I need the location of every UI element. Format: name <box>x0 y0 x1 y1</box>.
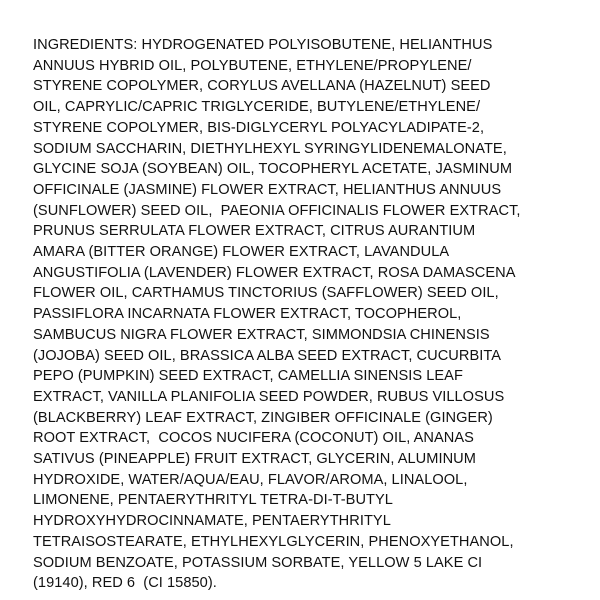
ingredients-text: INGREDIENTS: HYDROGENATED POLYISOBUTENE, HELIANTHUS ANNUUS HYBRID OIL, POLYBUTENE, ETHYLENE/PROPYLENE/ STYRENE COPOLYMER, CORYLUS AVELLANA (HAZELNUT) SEED OIL, CAPRYLIC/CAPRIC TRIGLYCERIDE, BUTYLENE/ETHYLENE/ STYRENE COPOLYMER, BIS-DIGLYCERYL POLYACYLADIPATE-2, SODIUM SACCHARIN, DIETHYLHEXYL SYRINGYLIDENEMALONATE, GLYCINE SOJA (SOYBEAN) OIL, TOCOPHERYL ACETATE, JASMINUM OFFICINALE (JASMINE) FLOWER EXTRACT, HELIANTHUS ANNUUS (SUNFLOWER) SEED OIL, PAEONIA OFFICINALIS FLOWER EXTRACT, PRUNUS SERRULATA FLOWER EXTRACT, CITRUS AURANTIUM AMARA (BITTER ORANGE) FLOWER EXTRACT, LAVANDULA ANGUSTIFOLIA (LAVENDER) FLOWER EXTRACT, ROSA DAMASCENA FLOWER OIL, CARTHAMUS TINCTORIUS (SAFFLOWER) SEED OIL, PASSIFLORA INCARNATA FLOWER EXTRACT, TOCOPHEROL, SAMBUCUS NIGRA FLOWER EXTRACT, SIMMONDSIA CHINENSIS (JOJOBA) SEED OIL, BRASSICA ALBA SEED EXTRACT, CUCURBITA PEPO (PUMPKIN) SEED EXTRACT, CAMELLIA SINENSIS LEAF EXTRACT, VANILLA PLANIFOLIA SEED POWDER, RUBUS VILLOSUS (BLACKBERRY) LEAF EXTRACT, ZINGIBER OFFICINALE (GINGER) ROOT EXTRACT, COCOS NUCIFERA (COCONUT) OIL, ANANAS SATIVUS (PINEAPPLE) FRUIT EXTRACT, GLYCERIN, ALUMINUM HYDROXIDE, WATER/AQUA/EAU, FLAVOR/AROMA, LINALOOL, LIMONENE, PENTAERYTHRITYL TETRA-DI-T-BUTYL HYDROXYHYDROCINNAMATE, PENTAERYTHRITYL TETRAISOSTEARATE, ETHYLHEXYLGLYCERIN, PHENOXYETHANOL, SODIUM BENZOATE, POTASSIUM SORBATE, YELLOW 5 LAKE CI (19140), RED 6 (CI 15850). <box>33 37 521 592</box>
